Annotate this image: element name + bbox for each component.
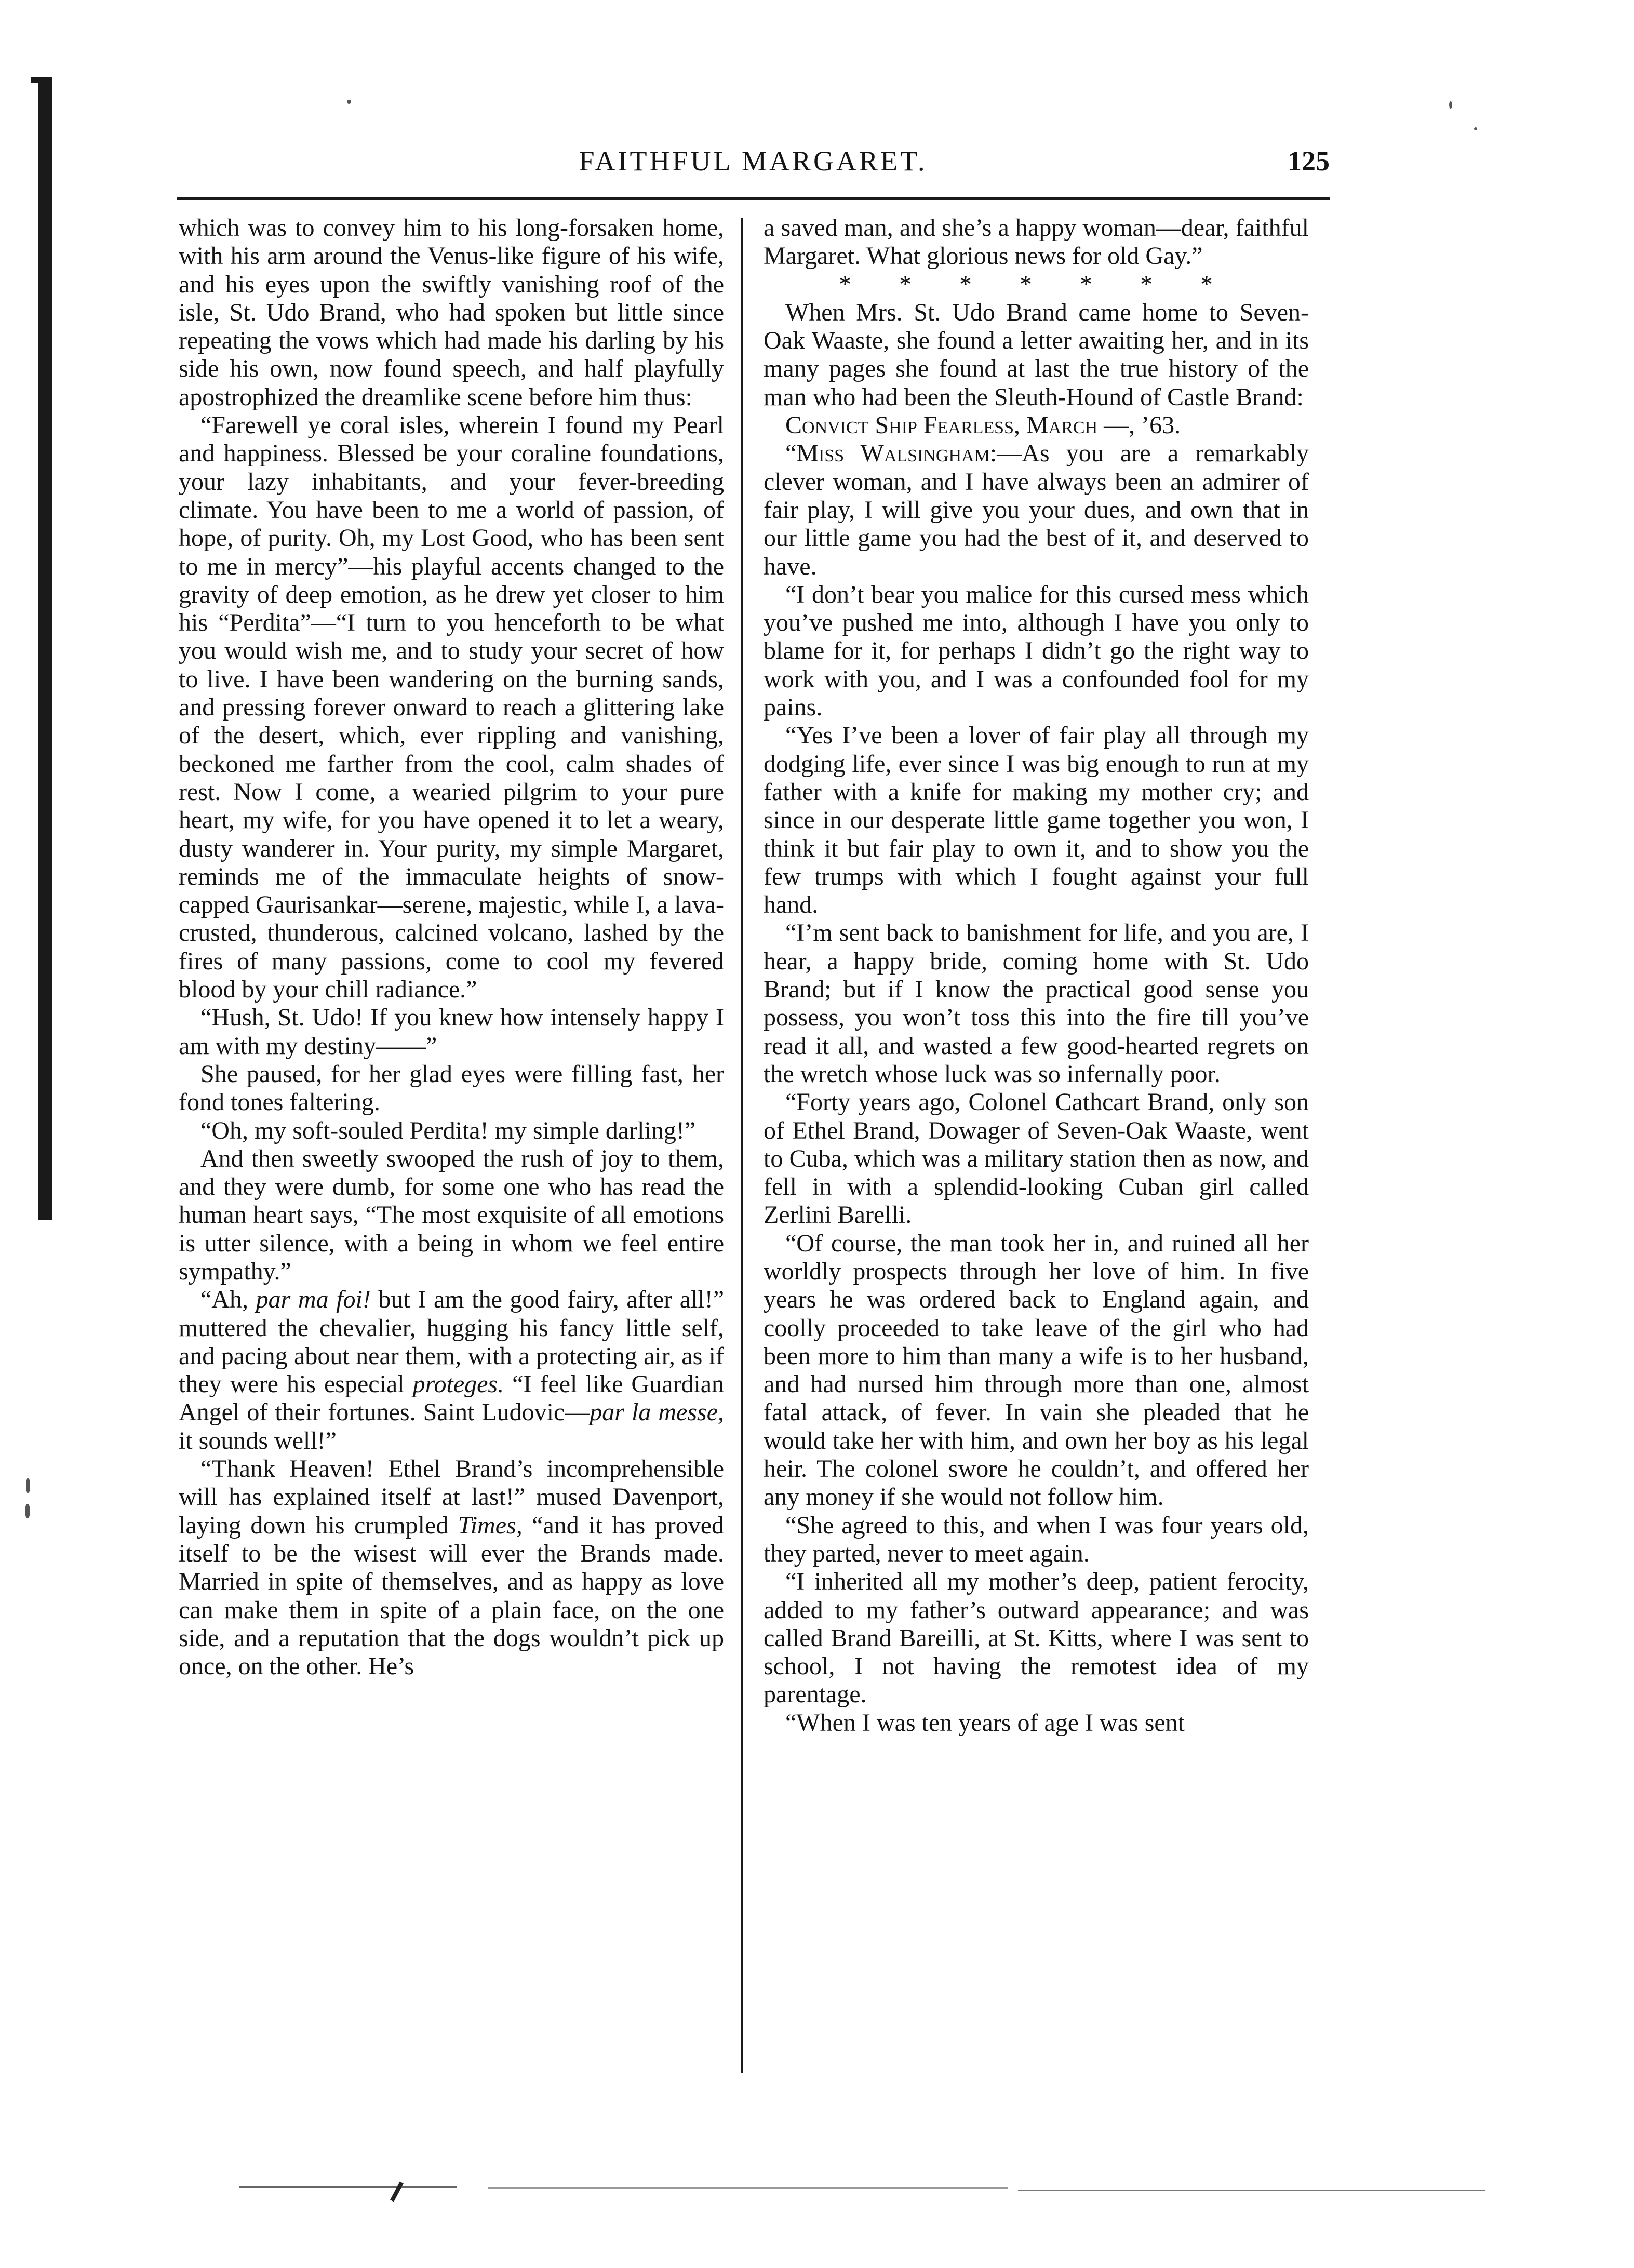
ink-speck: [26, 1478, 30, 1493]
letter-salutation: “Miss Walsingham:—As you are a remarkably clever woman, and I have always been an admirer of fair play, I will give you your dues, and own that in our little game you had the best of it, and deserved to have.: [764, 439, 1309, 580]
margin-binding-notch: [31, 77, 49, 83]
ink-speck: [25, 1504, 30, 1518]
ink-speck: [1449, 101, 1452, 109]
text-run: “and it has proved itself to be the wisest will ever the Brands made. Married in spite of themselves, and as happy as love can make them in spite of a plain face, on the one side, and a reputation that the dogs wouldn’t pick up once, on the other. He’s: [179, 1511, 724, 1680]
paragraph: “Of course, the man took her in, and ruined all her worldly prospects through her love of him. In five years he was ordered back to England again, and coolly proceeded to take leave of the girl who had been more to him than many a wife is to her husband, and had nursed him through more than one, almost fatal attack, of fever. In vain she pleaded that he would take her with him, and own her boy as his legal heir. The colonel swore he couldn’t, and offered her any money if she would not follow him.: [764, 1229, 1309, 1511]
italic-phrase: par la messe,: [590, 1398, 724, 1426]
left-column: [179, 214, 724, 1680]
text-run: but I am the good fairy, after all!” muttered the chevalier, hugging his fancy little self, and pacing about near them, with a protecting air, as if they were his especial: [179, 1286, 725, 1398]
column-rule: [741, 218, 743, 2073]
italic-phrase: proteges.: [412, 1370, 504, 1398]
text-run: “I feel like Guardian Angel of their fortunes. Saint Ludovic—: [179, 1370, 724, 1426]
right-column: [764, 214, 1309, 1737]
paragraph: “When I was ten years of age I was sent: [785, 1709, 1185, 1737]
smudge-line: [488, 2187, 1008, 2189]
section-break-stars: * * * * * * *: [839, 270, 1234, 298]
running-title: FAITHFUL MARGARET.: [579, 145, 928, 177]
paragraph-davenport: [179, 1455, 724, 1680]
paragraph: “I inherited all my mother’s deep, patient ferocity, added to my father’s outward appearance; and was called Brand Bareilli, at St. Kitts, where I was sent to school, I not having the remotest idea of my parentage.: [764, 1568, 1309, 1709]
paragraph: “Yes I’ve been a lover of fair play all through my dodging life, ever since I was big enough to run at my father with a knife for making my mother cry; and since in our desperate little game together you won, I think it but fair play to own it, and to show you the few trumps with which I fought against your full hand.: [764, 722, 1309, 919]
italic-phrase: par ma foi!: [256, 1286, 371, 1314]
text-run: “Thank Heaven! Ethel Brand’s incomprehensible will has explained itself at last!” mused Davenport, laying down his crumpled: [179, 1455, 724, 1539]
page-number: 125: [1288, 145, 1330, 177]
header-rule: [177, 197, 1330, 200]
smudge-line: [1018, 2190, 1485, 2191]
paragraph-chevalier: [179, 1286, 724, 1455]
salutation-name: Miss Walsingham: [796, 439, 990, 468]
paragraph: And then sweetly swooped the rush of joy to them, and they were dumb, for some one who has read the human heart says, “The most exquisite of all emotions is utter silence, with a being in whom we feel entire sympathy.”: [179, 1144, 724, 1285]
paragraph: “I’m sent back to banishment for life, and you are, I hear, a happy bride, coming home with St. Udo Brand; but if I know the practical good sense you possess, you won’t toss this into the fire till you’ve read it all, and wasted a few good-hearted regrets on the wretch whose luck was so infernally poor.: [764, 919, 1309, 1088]
smudge-line: [390, 2181, 404, 2202]
ink-speck: [347, 100, 351, 104]
letter-dateline: Convict Ship Fearless, March —, ’63.: [785, 411, 1181, 439]
ink-speck: [1474, 127, 1477, 130]
text-run: it sounds well!”: [179, 1426, 337, 1455]
paragraph: “Forty years ago, Colonel Cathcart Brand, only son of Ethel Brand, Dowager of Seven-Oak Waaste, went to Cuba, which was a military station then as now, and fell in with a splendid-looking Cuban girl called Zerlini Barelli.: [764, 1088, 1309, 1229]
italic-phrase: Times,: [458, 1511, 523, 1539]
text-run: :—As you are a remarkably clever woman, and I have always been an admirer of fair play, I will give you your dues, and own that in our little game you had the best of it, and deserved to have.: [764, 439, 1309, 580]
paragraph: “Oh, my soft-souled Perdita! my simple darling!”: [200, 1116, 696, 1144]
paragraph: a saved man, and she’s a happy woman—dear, faithful Margaret. What glorious news for old Gay.”: [764, 214, 1309, 270]
smudge-line: [239, 2186, 457, 2188]
paragraph: “She agreed to this, and when I was four years old, they parted, never to meet again.: [764, 1511, 1309, 1567]
paragraph: When Mrs. St. Udo Brand came home to Seven-Oak Waaste, she found a letter awaiting her, and in its many pages she found at last the true history of the man who had been the Sleuth-Hound of Castle Brand:: [764, 298, 1309, 411]
margin-binding-mark: [38, 77, 52, 1220]
paragraph: which was to convey him to his long-forsaken home, with his arm around the Venus-like figure of his wife, and his eyes upon the swiftly vanishing roof of the isle, St. Udo Brand, who had spoken but little since repeating the vows which had made his darling by his side his own, now found speech, and half playfully apostrophized the dreamlike scene before him thus:: [179, 214, 724, 411]
paragraph: “Farewell ye coral isles, wherein I found my Pearl and happiness. Blessed be your coraline foundations, your lazy inhabitants, and your fever-breeding climate. You have been to me a world of passion, of hope, of purity. Oh, my Lost Good, who has been sent to me in mercy”—his playful accents changed to the gravity of deep emotion, as he drew yet closer to him his “Perdita”—“I turn to you henceforth to be what you would wish me, and to study your secret of how to live. I have been wandering on the burning sands, and pressing forever onward to reach a glittering lake of the desert, which, ever rippling and vanishing, beckoned me farther from the cool, calm shades of rest. Now I come, a wearied pilgrim to your pure heart, my wife, for you have opened it to let a weary, dusty wanderer in. Your purity, my simple Margaret, reminds me of the immaculate heights of snow-capped Gaurisankar—serene, majestic, while I, a lava-crusted, thunderous, calcined volcano, lashed by the fires of many passions, come to cool my fevered blood by your chill radiance.”: [179, 411, 724, 1004]
paragraph: She paused, for her glad eyes were filling fast, her fond tones faltering.: [179, 1060, 724, 1116]
scan-smudge: [239, 2179, 1485, 2195]
running-head: [177, 140, 1330, 182]
paragraph: “Hush, St. Udo! If you knew how intensely happy I am with my destiny——”: [179, 1004, 724, 1060]
paragraph: “I don’t bear you malice for this cursed mess which you’ve pushed me into, although I have you only to blame for it, for perhaps I didn’t go the right way to work with you, and I was a confounded fool for my pains.: [764, 580, 1309, 722]
text-run: “Ah,: [200, 1286, 256, 1314]
